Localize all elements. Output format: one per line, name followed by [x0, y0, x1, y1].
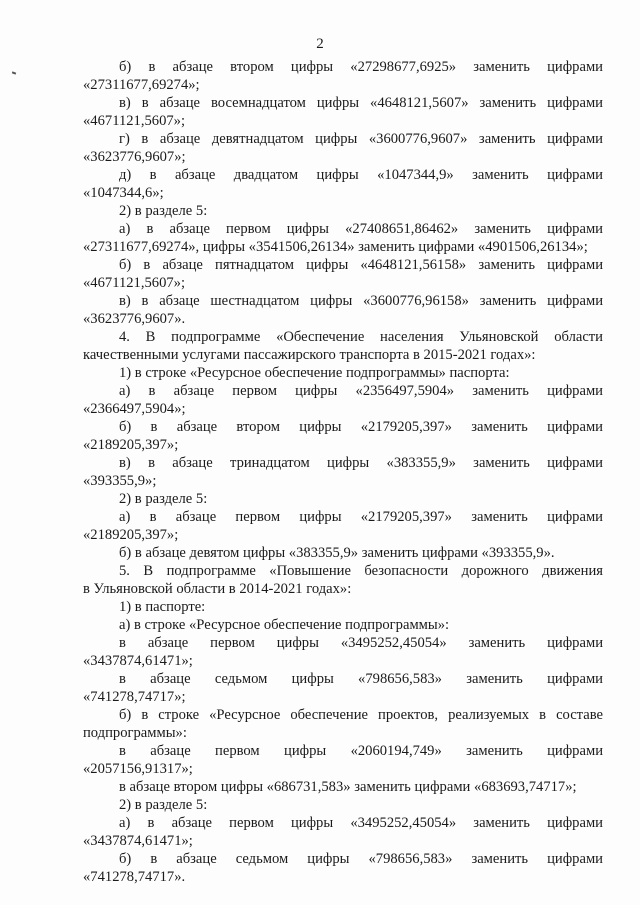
document-body: [83, 58, 603, 886]
paragraph-25-heading: 2) в разделе 5:: [119, 797, 208, 813]
paragraph-11-line-2: «2366497,5904»;: [83, 401, 186, 417]
paragraph-19: а) в строке «Ресурсное обеспечение подпрограммы»:: [119, 617, 450, 633]
paragraph-16: б) в абзаце девятом цифры «383355,9» заменить цифрами «393355,9».: [119, 545, 555, 561]
paragraph-8-line-2: «3623776,9607».: [83, 311, 186, 327]
paragraph-27-line-1: б) в абзаце седьмом цифры «798656,583» заменить цифрами: [119, 851, 603, 867]
paragraph-14-heading: 2) в разделе 5:: [119, 491, 208, 507]
paragraph-13-line-2: «393355,9»;: [83, 473, 157, 489]
paragraph-23-line-2: «2057156,91317»;: [83, 761, 193, 777]
scan-speck: [12, 71, 16, 74]
paragraph-17-line-2: в Ульяновской области в 2014-2021 годах»:: [83, 581, 352, 597]
paragraph-15-line-1: а) в абзаце первом цифры «2179205,397» заменить цифрами: [119, 509, 603, 525]
paragraph-22-line-1: б) в строке «Ресурсное обеспечение проектов, реализуемых в составе: [119, 707, 603, 723]
paragraph-12-line-2: «2189205,397»;: [83, 437, 179, 453]
paragraph-1-line-1: б) в абзаце втором цифры «27298677,6925» заменить цифрами: [119, 59, 603, 75]
paragraph-6-line-1: а) в абзаце первом цифры «27408651,86462» заменить цифрами: [119, 221, 603, 237]
paragraph-8-line-1: в) в абзаце шестнадцатом цифры «3600776,96158» заменить цифрами: [119, 293, 603, 309]
paragraph-26-line-2: «3437874,61471»;: [83, 833, 193, 849]
paragraph-13-line-1: в) в абзаце тринадцатом цифры «383355,9» заменить цифрами: [119, 455, 603, 471]
paragraph-27-line-2: «741278,74717».: [83, 869, 186, 885]
paragraph-2-line-2: «4671121,5607»;: [83, 113, 186, 129]
paragraph-2-line-1: в) в абзаце восемнадцатом цифры «4648121,5607» заменить цифрами: [119, 95, 603, 111]
paragraph-3-line-2: «3623776,9607»;: [83, 149, 186, 165]
paragraph-11-line-1: а) в абзаце первом цифры «2356497,5904» заменить цифрами: [119, 383, 603, 399]
paragraph-5-heading: 2) в разделе 5:: [119, 203, 208, 219]
paragraph-10: 1) в строке «Ресурсное обеспечение подпрограммы» паспорта:: [119, 365, 510, 381]
paragraph-7-line-1: б) в абзаце пятнадцатом цифры «4648121,56158» заменить цифрами: [119, 257, 603, 273]
paragraph-26-line-1: а) в абзаце первом цифры «3495252,45054» заменить цифрами: [119, 815, 603, 831]
paragraph-24: в абзаце втором цифры «686731,583» заменить цифрами «683693,74717»;: [119, 779, 577, 795]
paragraph-21-line-1: в абзаце седьмом цифры «798656,583» заменить цифрами: [119, 671, 603, 687]
paragraph-23-line-1: в абзаце первом цифры «2060194,749» заменить цифрами: [119, 743, 603, 759]
paragraph-17-line-1: 5. В подпрограмме «Повышение безопасности дорожного движения: [119, 563, 603, 579]
paragraph-3-line-1: г) в абзаце девятнадцатом цифры «3600776,9607» заменить цифрами: [119, 131, 603, 147]
page-number: 2: [316, 36, 324, 52]
paragraph-21-line-2: «741278,74717»;: [83, 689, 186, 705]
paragraph-12-line-1: б) в абзаце втором цифры «2179205,397» заменить цифрами: [119, 419, 603, 435]
paragraph-1-line-2: «27311677,69274»;: [83, 77, 200, 93]
paragraph-9-line-2: качественными услугами пассажирского транспорта в 2015-2021 годах»:: [83, 347, 536, 363]
paragraph-18: 1) в паспорте:: [119, 599, 206, 615]
paragraph-22-line-2: подпрограммы»:: [83, 725, 187, 741]
paragraph-15-line-2: «2189205,397»;: [83, 527, 179, 543]
paragraph-20-line-1: в абзаце первом цифры «3495252,45054» заменить цифрами: [119, 635, 603, 651]
paragraph-20-line-2: «3437874,61471»;: [83, 653, 193, 669]
paragraph-9-line-1: 4. В подпрограмме «Обеспечение населения Ульяновской области: [119, 329, 603, 345]
paragraph-7-line-2: «4671121,5607»;: [83, 275, 186, 291]
paragraph-4-line-1: д) в абзаце двадцатом цифры «1047344,9» заменить цифрами: [119, 167, 603, 183]
paragraph-4-line-2: «1047344,6»;: [83, 185, 164, 201]
paragraph-6-line-2: «27311677,69274», цифры «3541506,26134» заменить цифрами «4901506,26134»;: [83, 239, 588, 255]
